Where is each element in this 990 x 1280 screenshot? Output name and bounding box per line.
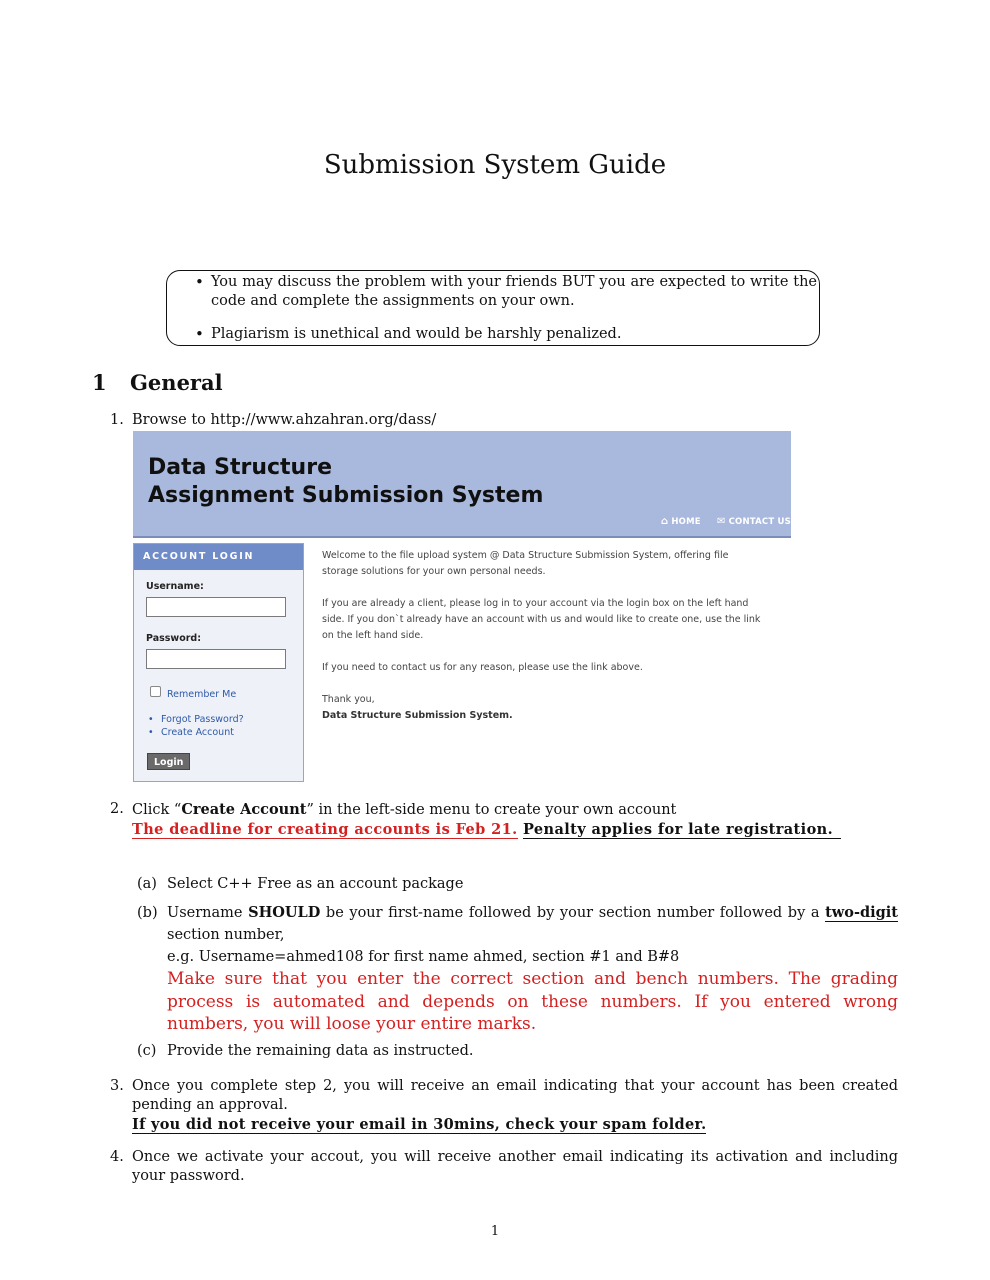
account-login-panel <box>133 543 304 782</box>
username-label: Username: <box>146 581 204 592</box>
notice-item-plagiarism: • Plagiarism is unethical and would be harshly penalized. <box>211 325 817 344</box>
step-1-label: 1. <box>110 412 124 428</box>
notice-box <box>166 270 820 346</box>
welcome-text <box>322 548 762 724</box>
step-2: 2. Click “Create Account” in the left-side menu to create your own account The deadline for creating accounts is Feb 21. Penalty applies for late registration. <box>132 800 898 839</box>
envelope-icon: ✉ <box>717 516 726 527</box>
create-account-emphasis: Create Account <box>181 801 307 818</box>
section-number: 1 <box>92 370 107 395</box>
document-title: Submission System Guide <box>323 150 667 180</box>
spam-folder-notice: If you did not receive your email in 30mins, check your spam folder. <box>132 1116 707 1133</box>
bullet-icon: • <box>148 714 154 725</box>
step-3: 3. Once you complete step 2, you will receive an email indicating that your account has been created pending an approval. If you did not receive your email in 30mins, check your spam folder. <box>110 1078 898 1133</box>
banner-title-line1: Data Structure <box>148 455 332 480</box>
home-icon: ⌂ <box>661 516 669 527</box>
substep-b: (b) Username SHOULD be your first-name followed by your section number followed by a two-digit section number, e.g. Username=ahmed108 for first name ahmed, section #1 and B#8 Make sure that you enter the correct section and bench numbers. The grading process is automated and depends on these numbers. If you entered wrong numbers, you will loose your entire marks. <box>137 904 898 1034</box>
page-number: 1 <box>490 1224 500 1239</box>
create-account-link[interactable]: • Create Account <box>148 727 234 738</box>
section-number-warning: Make sure that you enter the correct section and bench numbers. The grading process is automated and depends on these numbers. If you entered wrong numbers, you will loose your entire marks. <box>167 969 898 1034</box>
password-label: Password: <box>146 633 202 644</box>
late-penalty-notice: Penalty applies for late registration. <box>523 821 841 839</box>
username-input[interactable] <box>146 597 286 617</box>
nav-home-link[interactable]: ⌂ HOME <box>661 516 701 527</box>
remember-me-checkbox[interactable] <box>150 686 161 697</box>
forgot-password-link[interactable]: • Forgot Password? <box>148 714 244 725</box>
nav-contact-link[interactable]: ✉ CONTACT US <box>717 516 791 527</box>
welcome-signature: Data Structure Submission System. <box>322 710 513 721</box>
password-input[interactable] <box>146 649 286 669</box>
step-4: 4. Once we activate your accout, you will receive another email indicating its activation and including your password. <box>110 1149 898 1184</box>
banner-title-line2: Assignment Submission System <box>148 483 544 508</box>
notice-item-discussion: • You may discuss the problem with your friends BUT you are expected to write the code and complete the assignments on your own. <box>211 273 817 311</box>
site-banner <box>133 431 791 538</box>
step-1 <box>110 411 437 430</box>
login-panel-header: ACCOUNT LOGIN <box>134 544 303 570</box>
step-1-text: Browse to http://www.ahzahran.org/dass/ <box>132 412 437 428</box>
bullet-icon: • <box>148 727 154 738</box>
welcome-paragraph-1: Welcome to the file upload system @ Data Structure Submission System, offering file storage solutions for your own personal needs. <box>322 550 729 577</box>
welcome-thanks: Thank you, <box>322 694 375 705</box>
section-heading <box>92 370 223 395</box>
section-title: General <box>130 370 223 395</box>
submission-system-screenshot <box>133 431 791 782</box>
step-2-label: 2. <box>110 801 124 817</box>
deadline-notice: The deadline for creating accounts is Feb 21. <box>132 821 518 838</box>
substep-c: (c) Provide the remaining data as instructed. <box>137 1043 474 1059</box>
username-example: e.g. Username=ahmed108 for first name ahmed, section #1 and B#8 <box>167 949 680 965</box>
login-button[interactable]: Login <box>147 753 190 770</box>
welcome-paragraph-3: If you need to contact us for any reason, please use the link above. <box>322 662 643 673</box>
welcome-paragraph-2: If you are already a client, please log in to your account via the login box on the left hand side. If you don`t already have an account with us and would like to create one, use the link on the left hand side. <box>322 598 761 641</box>
remember-me-label[interactable]: Remember Me <box>167 689 237 700</box>
substep-a: (a) Select C++ Free as an account package <box>137 876 464 892</box>
